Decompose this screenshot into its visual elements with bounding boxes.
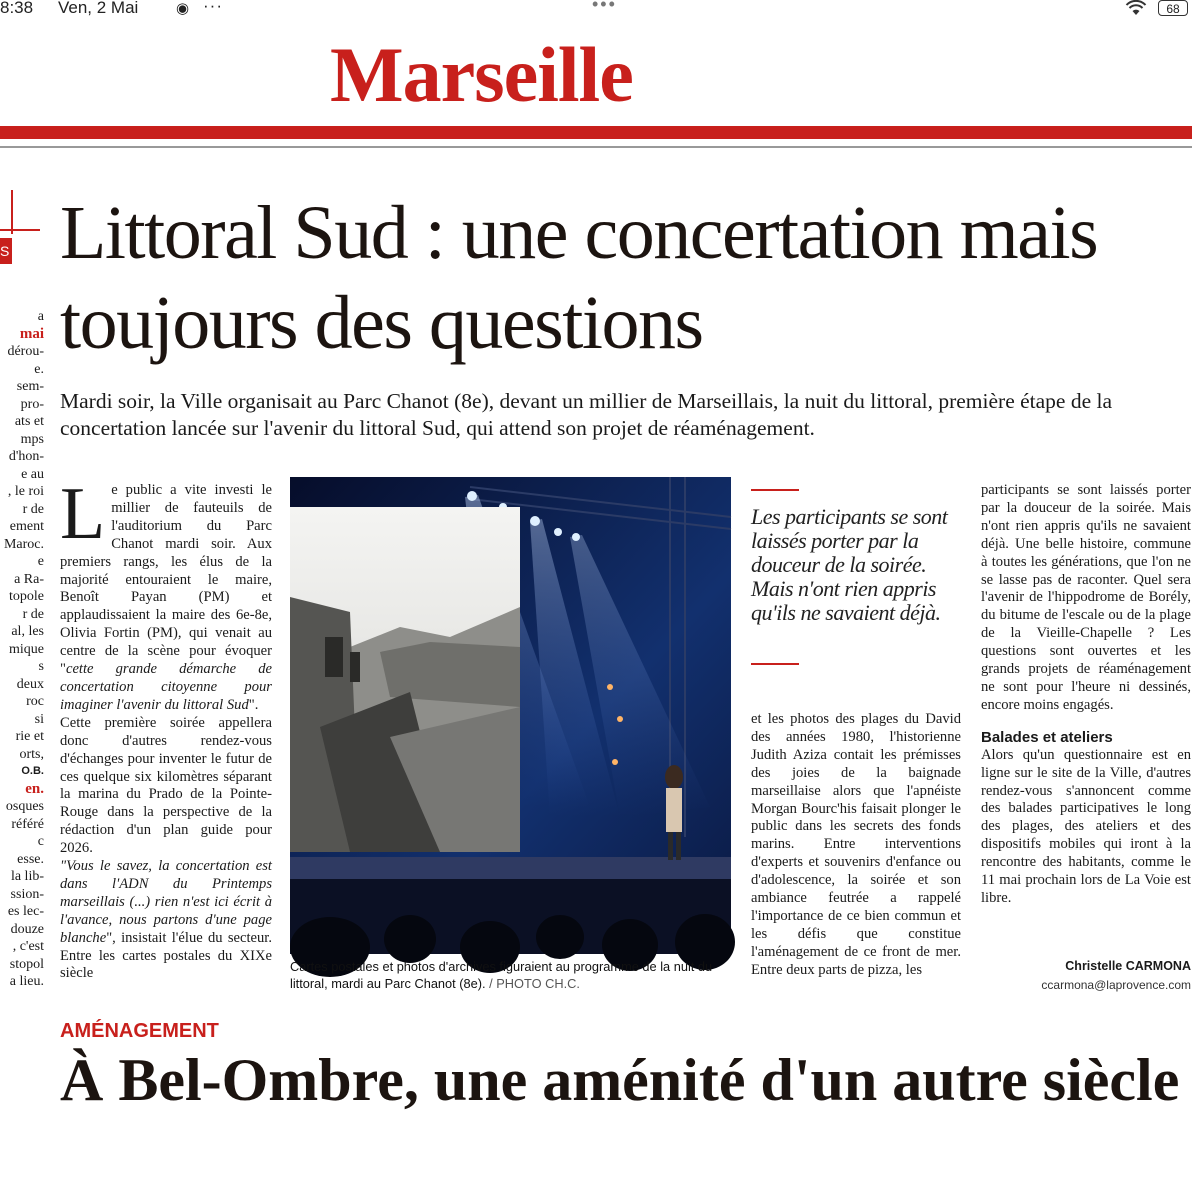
left-column-line: e. [34, 361, 44, 377]
left-column-line: mps [20, 431, 44, 447]
col1-p1-end: ". [248, 696, 259, 713]
left-column-text [0, 308, 44, 1184]
author-email[interactable]: ccarmona@laprovence.com [1041, 978, 1191, 992]
photo-caption [290, 958, 731, 992]
col1-p1-quote: cette grande démarche de concertation citoyenne pour imaginer l'avenir du littoral Sud [60, 661, 272, 713]
col4-p2: Alors qu'un questionnaire est en ligne sur le site de la Ville, d'autres rendez-vous s'annoncent comme des balades participatives le long des plages, des ateliers et des dispositifs mobiles qui iront à la rencontre des habitants, comme le 11 mai prochain lors de La Voie est libre. [981, 746, 1191, 906]
left-column-line: mique [9, 641, 44, 657]
section-masthead: Marseille [330, 31, 633, 118]
article-column-3: et les photos des plages du David des années 1980, l'historienne Judith Aziza contait les prémisses des joies de la baignade marseillaise alors que l'apnéiste Morgan Bourc'his faisait plonger le public dans les secrets des fonds marins. Entre interventions d'experts et souvenirs d'enfance ou d'adolescence, la soirée et son ambiance feutrée a rappelé l'importance de ce bien commun et les défis que constitue l'aménagement de ce front de mer. Entre deux parts de pizza, les [751, 711, 961, 978]
left-column-line: si [34, 711, 44, 727]
wifi-icon [1124, 0, 1148, 16]
article-photo [290, 477, 731, 954]
left-column-line: en. [25, 780, 44, 797]
status-time: 8:38 [0, 0, 34, 17]
col1-p1-start: e public a vite investi le millier de fauteuils de l'auditorium du Parc Chanot mardi soir. Aux premiers rangs, les élus de la majorité entouraient le maire, Benoît Payan (PM) et applaudissaient la maire des 6e-8e, Olivia Fortin (PM), qui venait au centre de la scène pour évoquer " [60, 482, 272, 678]
sync-icon: ◉ [176, 0, 190, 17]
next-article-headline [60, 1047, 1200, 1113]
concert-stage-image [290, 477, 731, 954]
left-column-line: , c'est [12, 939, 44, 954]
left-column-line: a Ra- [14, 571, 44, 587]
left-column-line: douze [10, 921, 44, 937]
pull-quote: Les participants se sont laissés porter par la douceur de la soirée. Mais n'ont rien appris qu'ils ne savaient déjà. [751, 504, 948, 625]
left-column-line: e au [21, 466, 44, 482]
left-column-line: s [38, 659, 44, 674]
left-column-line: c [37, 834, 44, 849]
article-headline: Littoral Sud : une concertation mais toujours des questions [60, 191, 1098, 365]
left-column-line: Maroc. [3, 536, 44, 552]
left-column-line: ssion- [10, 886, 44, 902]
battery-icon: 68 [1158, 0, 1188, 16]
left-column-line: stopol [9, 956, 44, 972]
left-column-line: a lieu. [9, 974, 44, 989]
left-column-line: a [37, 309, 44, 324]
article-column-4 [981, 482, 1191, 908]
masthead-thin-rule [0, 146, 1192, 148]
status-bar [0, 0, 1200, 22]
col1-p2: Cette première soirée appellera donc d'autres rendez-vous d'échanges pour inventer le futur de ces quelque six kilomètres séparant la marina du Prado de la Pointe-Rouge dans la perspective de la rédaction d'un plan guide pour 2026. [60, 714, 272, 857]
left-column-line: , le roi [7, 484, 44, 499]
left-column-line: al, les [11, 624, 44, 639]
pullquote-rule-top [751, 489, 799, 491]
left-column-line: la lib- [10, 869, 44, 884]
window-menu-dots[interactable]: ••• [592, 0, 617, 14]
article-subhead: Balades et ateliers [981, 728, 1113, 746]
photo-credit: / PHOTO CH.C. [489, 976, 580, 991]
left-column-line: rie et [15, 729, 44, 744]
masthead-red-rule [0, 126, 1192, 139]
article-standfirst: Mardi soir, la Ville organisait au Parc Chanot (8e), devant un millier de Marseillais, la nuit du littoral, première étape de la concertation lancée sur l'avenir du littoral Sud, qui attend son projet de réaménagement. [60, 389, 1113, 440]
next-headline-text: À Bel-Ombre, une aménité d'un autre siècle [60, 1047, 1180, 1113]
left-column-line: orts, [19, 746, 44, 762]
left-column-line: deux [16, 676, 44, 692]
left-column-line: dérou- [7, 344, 44, 359]
more-icon[interactable]: ··· [203, 0, 223, 15]
left-column-line: e [37, 554, 44, 569]
col1-p3-end: ", insistait l'élue du secteur. Entre les cartes postales du XIXe siècle [60, 929, 272, 982]
left-column-line: d'hon- [8, 449, 44, 464]
col1-p3-quote: "Vous le savez, la concertation est dans l'ADN du Printemps marseillais (...) rien n'est ici écrit à l'avance, nous partons d'une page blanche [60, 858, 272, 946]
left-column-line: osques [5, 799, 44, 814]
left-column-line: roc [26, 694, 44, 709]
status-date: Ven, 2 Mai [58, 0, 139, 17]
author-signature: Christelle CARMONA [1065, 959, 1191, 973]
pullquote-rule-bottom [751, 663, 799, 665]
left-column-line: ats et [14, 414, 44, 429]
section-label: AMÉNAGEMENT [60, 1020, 219, 1042]
left-column-line: O.B. [21, 765, 44, 777]
left-column-line: topole [9, 589, 44, 604]
left-column-line: r de [22, 606, 44, 622]
article-column-1 [60, 473, 272, 983]
left-column-line: ement [9, 519, 44, 534]
caption-text: Cartes postales et photos d'archives figuraient au programme de la nuit du littoral, mardi au Parc Chanot (8e). [290, 959, 713, 991]
left-column-line: r de [22, 501, 44, 517]
left-column-line: es lec- [7, 904, 44, 919]
left-column-line: esse. [17, 851, 44, 867]
col4-p1: participants se sont laissés porter par la douceur de la soirée. Mais n'ont rien appris qu'ils ne savaient déjà. Une belle histoire, commune à toutes les générations, que l'on ne se lasse pas de raconter. Quel sera l'avenir de l'hippodrome de Borély, du bitume de l'escale ou de la plage de la Vieille-Chapelle ? Les questions sont ouvertes et les grands projets de réaménagement ne sont pour l'heure ni dessinés, encore moins engagés. [981, 482, 1191, 713]
drop-cap: L [60, 473, 106, 555]
left-column-line: pro- [20, 396, 44, 412]
left-column-line: sem- [16, 379, 44, 394]
left-column-line: référé [11, 816, 44, 832]
left-column-line: mai [19, 325, 44, 342]
left-column-badge: S [0, 238, 12, 264]
